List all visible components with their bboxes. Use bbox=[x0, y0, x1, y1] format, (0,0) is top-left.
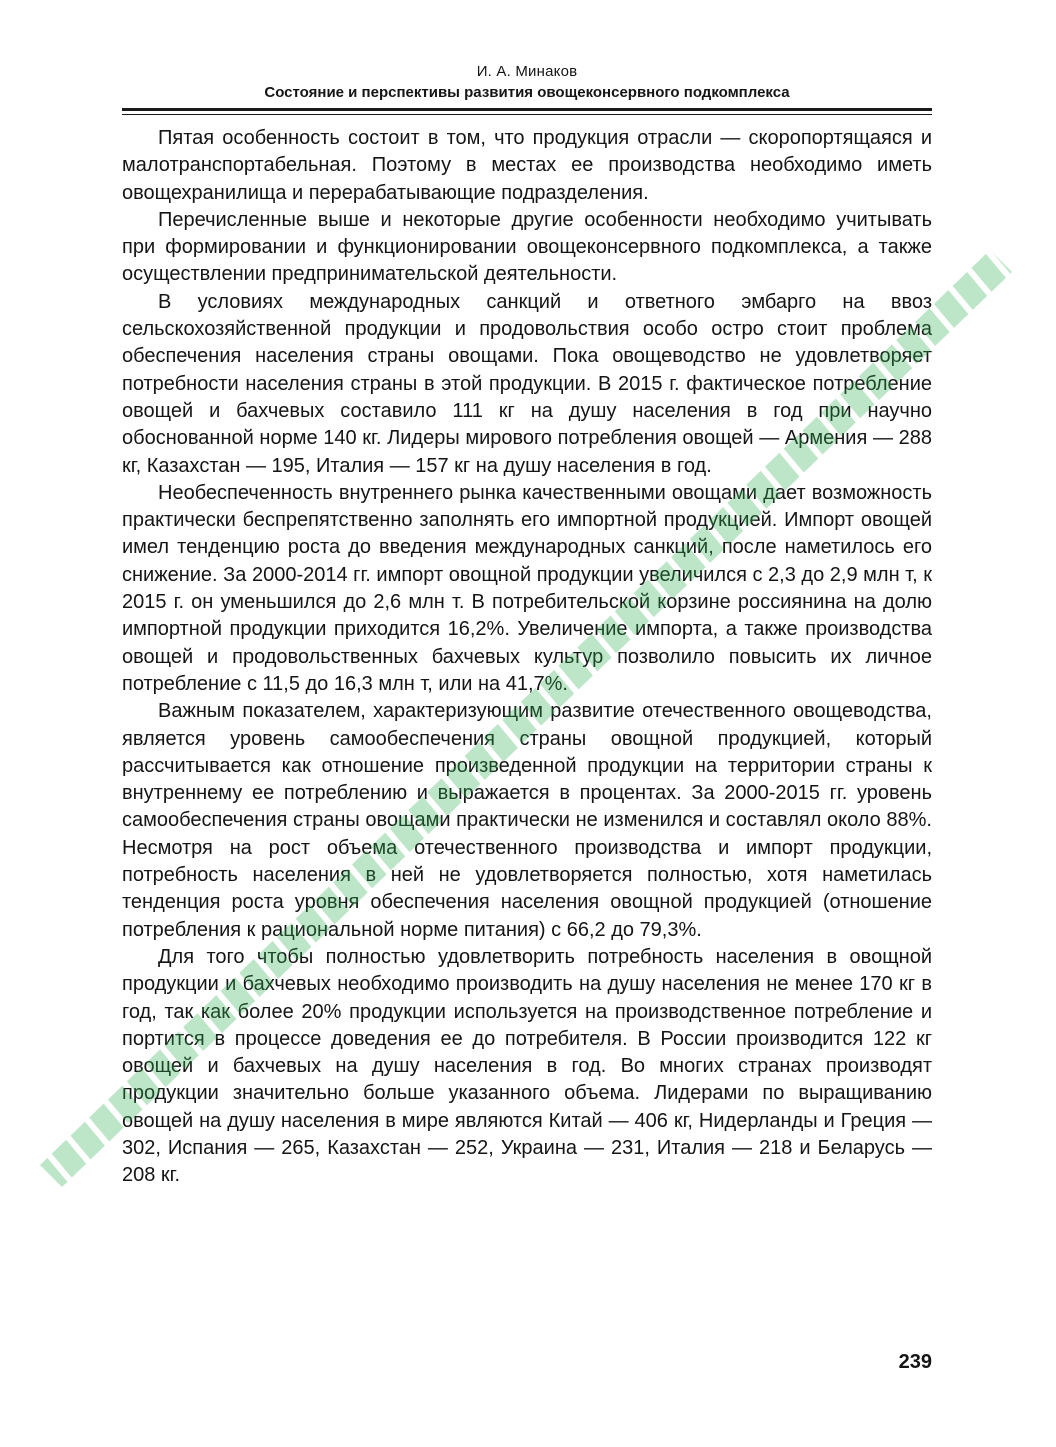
page-number: 239 bbox=[898, 1351, 932, 1373]
paragraph-5: Важным показателем, характеризующим развитие отечественного овощеводства, является уровень самообеспечения страны овощной продукцией, который рассчитывается как отношение произведенной продукции на территории страны к внутреннему ее потреблению и выражается в процентах. За 2000-2015 гг. уровень самообеспечения страны овощами практически не изменился и составлял около 88%. Несмотря на рост объема отечественного производства и импорт продукции, потребность населения в ней не удовлетворяется полностью, хотя наметилась тенденция роста уровня обеспечения населения овощной продукцией (отношение потребления к рациональной норме питания) с 66,2 до 79,3%. bbox=[122, 700, 932, 941]
paragraph-1: Пятая особенность состоит в том, что продукция отрасли — скоропортящаяся и малотранспортабельная. Поэтому в местах ее производства необходимо иметь овощехранилища и перерабатывающие подразделения. bbox=[122, 127, 932, 204]
body-text bbox=[122, 125, 932, 1190]
running-header bbox=[122, 62, 932, 103]
header-rule-thin bbox=[122, 114, 932, 115]
paragraph-3: В условиях международных санкций и ответного эмбарго на ввоз сельскохозяйственной продукции и продовольствия особо остро стоит проблема обеспечения населения страны овощами. Пока овощеводство не удовлетворяет потребности населения страны в этой продукции. В 2015 г. фактическое потребление овощей и бахчевых составило 111 кг на душу населения в год при научно обоснованной норме 140 кг. Лидеры мирового потребления овощей — Армения — 288 кг, Казахстан — 195, Италия — 157 кг на душу населения в год. bbox=[122, 290, 932, 477]
paragraph-2: Перечисленные выше и некоторые другие особенности необходимо учитывать при формировании и функционировании овощеконсервного подкомплекса, а также осуществлении предпринимательской деятельности. bbox=[122, 208, 932, 286]
paragraph-4: Необеспеченность внутреннего рынка качественными овощами дает возможность практически беспрепятственно заполнять его импортной продукцией. Импорт овощей имел тенденцию роста до введения международных санкций, после наметилось его снижение. За 2000-2014 гг. импорт овощной продукции увеличился с 2,3 до 2,9 млн т, к 2015 г. он уменьшился до 2,6 млн т. В потребительской корзине россиянина на долю импортной продукции приходится 16,2%. Увеличение импорта, а также производства овощей и продовольственных бахчевых культур позволило повысить их личное потребление с 11,5 до 16,3 млн т, или на 41,7%. bbox=[122, 481, 932, 695]
header-author: И. А. Минаков bbox=[476, 63, 578, 80]
header-rule-thick bbox=[122, 108, 932, 111]
paragraph-6: Для того чтобы полностью удовлетворить потребность населения в овощной продукции и бахчевых необходимо производить на душу населения не менее 170 кг в год, так как более 20% продукции используется на производственное потребление и портится в процессе доведения ее до потребителя. В России производится 122 кг овощей и бахчевых на душу населения в год. Во многих странах производят продукции значительно больше указанного объема. Лидерами по выращиванию овощей на душу населения в мире являются Китай — 406 кг, Нидерланды и Греция — 302, Испания — 265, Казахстан — 252, Украина — 231, Италия — 218 и Беларусь — 208 кг. bbox=[122, 945, 932, 1187]
header-title: Состояние и перспективы развития овощеконсервного подкомплекса bbox=[264, 84, 790, 101]
